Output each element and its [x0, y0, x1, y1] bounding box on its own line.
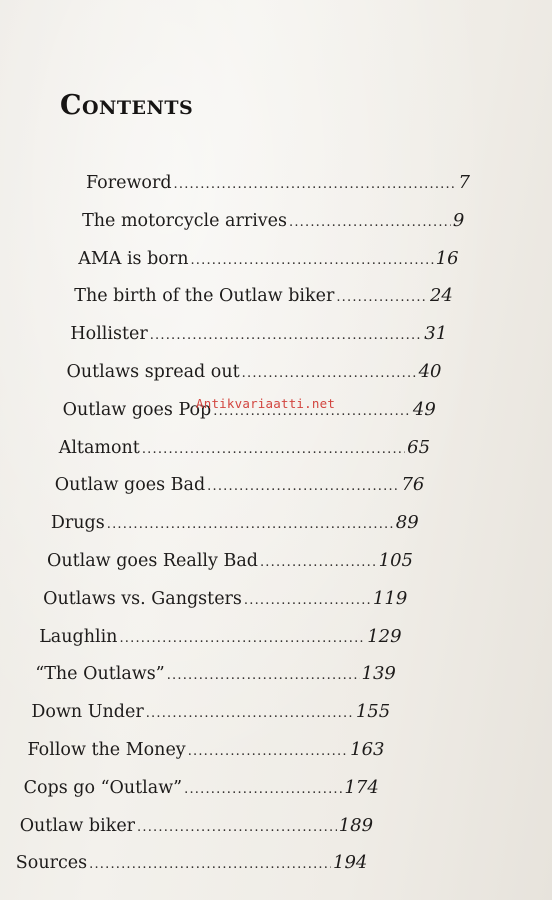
toc-entry: [16, 852, 368, 873]
toc-entry-page: 89: [395, 512, 419, 534]
toc-leader-dots: [150, 328, 423, 343]
toc-entry-page: 129: [367, 625, 402, 647]
toc-entry: [70, 323, 447, 344]
toc-leader-dots: [244, 593, 371, 608]
toc-entry: [59, 437, 430, 458]
toc-entry-title: Outlaw goes Really Bad: [47, 551, 258, 571]
toc-leader-dots: [137, 820, 337, 835]
toc-entry-title: Follow the Money: [27, 740, 186, 760]
toc-entry-title: Drugs: [50, 513, 105, 534]
toc-entry-page: 105: [378, 550, 413, 571]
toc-leader-dots: [336, 290, 428, 305]
toc-entry-title: “The Outlaws”: [35, 664, 165, 685]
toc-entry-title: Altamont: [58, 437, 140, 458]
page-title: Contents: [60, 90, 194, 121]
toc-leader-dots: [188, 744, 348, 759]
toc-leader-dots: [119, 631, 365, 646]
toc-entry-page: 189: [338, 814, 374, 836]
toc-entry-title: Outlaw goes Bad: [54, 475, 206, 496]
toc-entry-page: 119: [372, 587, 408, 609]
toc-entry-page: 194: [333, 852, 368, 874]
watermark-text: Antikvariaatti.net: [196, 396, 336, 411]
toc-entry-title: Outlaw goes Pop: [62, 399, 212, 420]
toc-leader-dots: [184, 782, 342, 797]
toc-entry-page: 65: [407, 436, 431, 458]
toc-leader-dots: [174, 177, 457, 192]
toc-leader-dots: [107, 517, 394, 532]
toc-entry-page: 7: [458, 172, 470, 193]
toc-leader-dots: [289, 215, 451, 230]
toc-entry-page: 174: [344, 776, 379, 798]
toc-entry-title: Sources: [15, 853, 88, 874]
toc-leader-dots: [190, 253, 433, 268]
toc-entry: [86, 172, 470, 193]
toc-entry: [55, 474, 425, 495]
toc-entry: [24, 777, 379, 798]
toc-entry: [47, 550, 413, 571]
toc-entry-page: 24: [429, 285, 453, 307]
toc-entry-page: 9: [452, 209, 465, 231]
toc-leader-dots: [242, 366, 417, 381]
toc-entry-title: Outlaws vs. Gangsters: [43, 588, 242, 609]
toc-entry-title: Foreword: [86, 173, 172, 193]
toc-entry-page: 49: [412, 398, 436, 420]
toc-entry-title: Laughlin: [39, 626, 118, 647]
toc-leader-dots: [207, 479, 399, 494]
toc-entry: [39, 626, 401, 647]
toc-entry: [28, 739, 385, 760]
toc-leader-dots: [89, 857, 331, 872]
toc-entry-page: 155: [355, 701, 391, 723]
toc-entry: [74, 285, 453, 306]
toc-entry-page: 163: [350, 739, 385, 760]
toc-entry-title: Cops go “Outlaw”: [23, 777, 183, 798]
toc-entry: [82, 210, 464, 231]
toc-leader-dots: [146, 706, 354, 721]
toc-entry-title: The motorcycle arrives: [82, 210, 288, 231]
toc-entry: [67, 361, 442, 382]
toc-entry-page: 76: [401, 474, 425, 496]
toc-entry-title: The birth of the Outlaw biker: [74, 286, 335, 307]
toc-entry: [51, 512, 419, 533]
toc-entry: [35, 663, 396, 684]
toc-entry-title: Down Under: [31, 702, 144, 723]
toc-leader-dots: [142, 442, 405, 457]
toc-entry-page: 40: [418, 361, 442, 382]
toc-entry-title: Hollister: [70, 324, 148, 345]
toc-entry-page: 139: [361, 663, 396, 685]
toc-entry-title: AMA is born: [78, 248, 189, 269]
toc-entry-title: Outlaws spread out: [66, 362, 240, 382]
toc-entry-page: 16: [435, 247, 459, 269]
toc-entry: [20, 815, 373, 836]
toc-entry-page: 31: [424, 323, 448, 345]
toc-leader-dots: [167, 668, 360, 683]
toc-leader-dots: [260, 555, 377, 570]
toc-entry: [78, 248, 458, 269]
toc-entry: [31, 701, 390, 722]
toc-entry-title: Outlaw biker: [19, 815, 136, 836]
toc-entry: [43, 588, 407, 609]
